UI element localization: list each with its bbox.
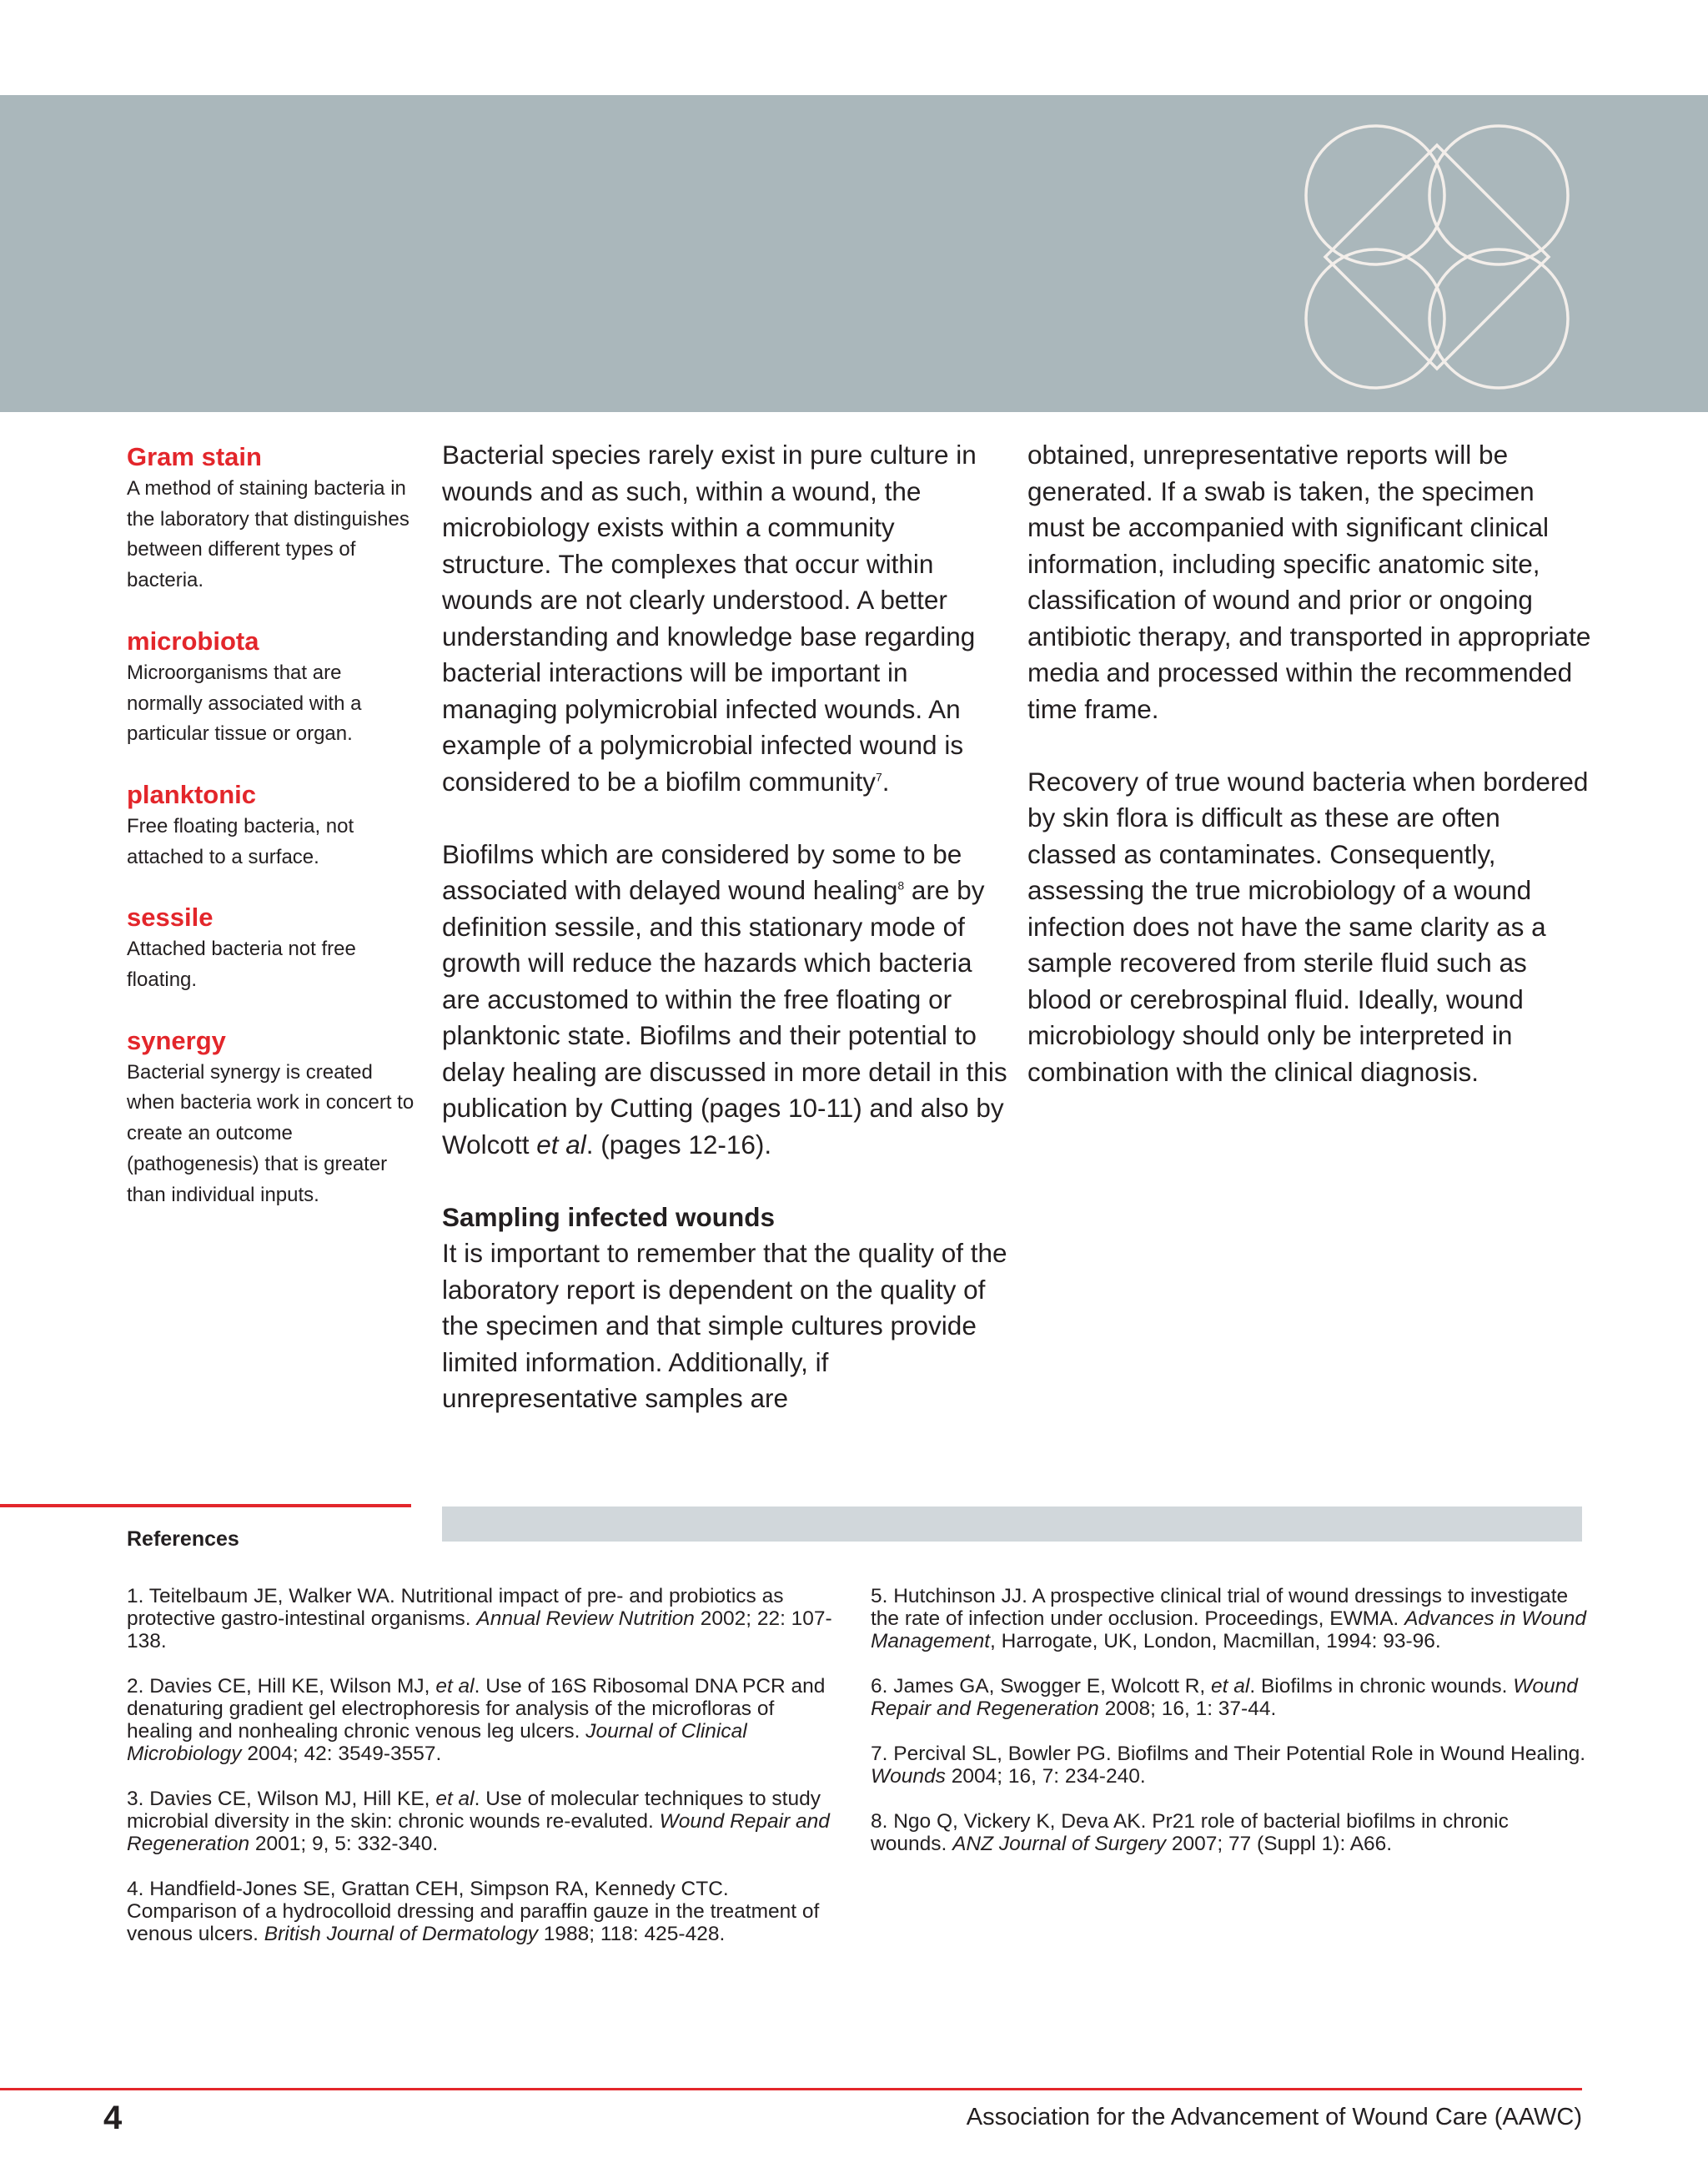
footer-red-rule	[0, 2088, 1582, 2090]
citation-superscript: 7	[876, 770, 882, 783]
glossary-term: planktonic	[127, 779, 257, 809]
glossary-definition: Free floating bacteria, not attached to a surface.	[127, 814, 354, 868]
body-paragraph: Recovery of true wound bacteria when bordered by skin flora is difficult as these are often classed as contaminates. Consequently, assessing the true microbiology of a wound infection does not have the same clarity as a sample recovered from sterile fluid such as blood or cerebrospinal fluid. Ideally, wound microbiology should only be interpreted in combination with the clinical diagnosis.	[1027, 766, 1589, 1087]
body-column-2	[1027, 437, 1595, 1090]
glossary-term: microbiota	[127, 626, 259, 656]
grey-divider-bar	[442, 1506, 1582, 1542]
four-circles-logo-icon	[1295, 115, 1579, 399]
reference-item: 8. Ngo Q, Vickery K, Deva AK. Pr21 role of bacterial biofilms in chronic wounds. ANZ Journal of Surgery 2007; 77 (Suppl 1): A66.	[871, 1810, 1509, 1855]
glossary-term: synergy	[127, 1025, 226, 1055]
reference-item: 2. Davies CE, Hill KE, Wilson MJ, et al. Use of 16S Ribosomal DNA PCR and denaturing gradient gel electrophoresis for analysis of the microfloras of healing and nonhealing chronic venous leg ulcers. Journal of Clinical Microbiology 2004; 42: 3549-3557.	[127, 1675, 826, 1765]
reference-item: 5. Hutchinson JJ. A prospective clinical trial of wound dressings to investigate the rate of infection under occlusion. Proceedings, EWMA. Advances in Wound Management, Harrogate, UK, London, Macmillan, 1994: 93-96.	[871, 1585, 1586, 1652]
reference-item: 3. Davies CE, Wilson MJ, Hill KE, et al. Use of molecular techniques to study microbial diversity in the skin: chronic wounds re-evaluted. Wound Repair and Regeneration 2001; 9, 5: 332-340.	[127, 1788, 830, 1855]
body-paragraph: obtained, unrepresentative reports will be generated. If a swab is taken, the specimen must be accompanied with significant clinical information, including specific anatomic site, classification of wound and prior or ongoing antibiotic therapy, and transported in appropriate media and processed within the recommended time frame.	[1027, 440, 1591, 724]
reference-item: 6. James GA, Swogger E, Wolcott R, et al. Biofilms in chronic wounds. Wound Repair and Regeneration 2008; 16, 1: 37-44.	[871, 1675, 1578, 1720]
glossary-sidebar	[127, 440, 414, 1210]
reference-item: 7. Percival SL, Bowler PG. Biofilms and Their Potential Role in Wound Healing. Wounds 2004; 16, 7: 234-240.	[871, 1743, 1586, 1788]
section-heading: Sampling infected wounds	[442, 1201, 776, 1232]
page-number: 4	[103, 2100, 123, 2136]
body-paragraph: It is important to remember that the quality of the laboratory report is dependent on the quality of the specimen and that simple cultures provide limited information. Additionally, if unrepresentative samples are	[442, 1238, 1007, 1413]
references-heading: References	[127, 1527, 239, 1551]
body-paragraph: Biofilms which are considered by some to be associated with delayed wound healing$^8$ are by definition sessile, and this stationary mode of growth will reduce the hazards which bacteria are accustomed to within the free floating or planktonic state. Biofilms and their potential to delay healing are discussed in more detail in this publication by Cutting (pages 10-11) and also by Wolcott et al. (pages 12-16).	[442, 838, 1007, 1159]
references-column-1	[127, 1585, 844, 1968]
reference-item: 1. Teitelbaum JE, Walker WA. Nutritional impact of pre- and probiotics as protective gastro-intestinal organisms. Annual Review Nutrition 2002; 22: 107-138.	[127, 1585, 832, 1652]
glossary-definition: Bacterial synergy is created when bacteria work in concert to create an outcome (pathogenesis) that is greater than individual inputs.	[127, 1060, 414, 1206]
citation-superscript: 8	[897, 878, 905, 893]
body-paragraph: Bacterial species rarely exist in pure culture in wounds and as such, within a wound, the microbiology exists within a community structure. The complexes that occur within wounds are not clearly understood. A better understanding and knowledge base regarding bacterial interactions will be important in managing polymicrobial infected wounds. An example of a polymicrobial infected wound is considered to be a biofilm community$^7$.	[442, 440, 977, 797]
red-divider	[0, 1504, 411, 1507]
glossary-term: Gram stain	[127, 442, 262, 471]
body-column-1	[442, 437, 1009, 1417]
glossary-term: sessile	[127, 903, 214, 933]
glossary-definition: Attached bacteria not free floating.	[127, 938, 356, 992]
references-column-2	[871, 1585, 1588, 1878]
glossary-definition: A method of staining bacteria in the laboratory that distinguishes between different types of bacteria.	[127, 477, 409, 592]
glossary-definition: Microorganisms that are normally associated with a particular tissue or organ.	[127, 661, 362, 746]
footer-organization: Association for the Advancement of Wound Care (AAWC)	[966, 2104, 1582, 2130]
reference-item: 4. Handfield-Jones SE, Grattan CEH, Simpson RA, Kennedy CTC. Comparison of a hydrocolloid dressing and paraffin gauze in the treatment of venous ulcers. British Journal of Dermatology 1988; 118: 425-428.	[127, 1878, 820, 1945]
header-banner	[0, 95, 1708, 412]
